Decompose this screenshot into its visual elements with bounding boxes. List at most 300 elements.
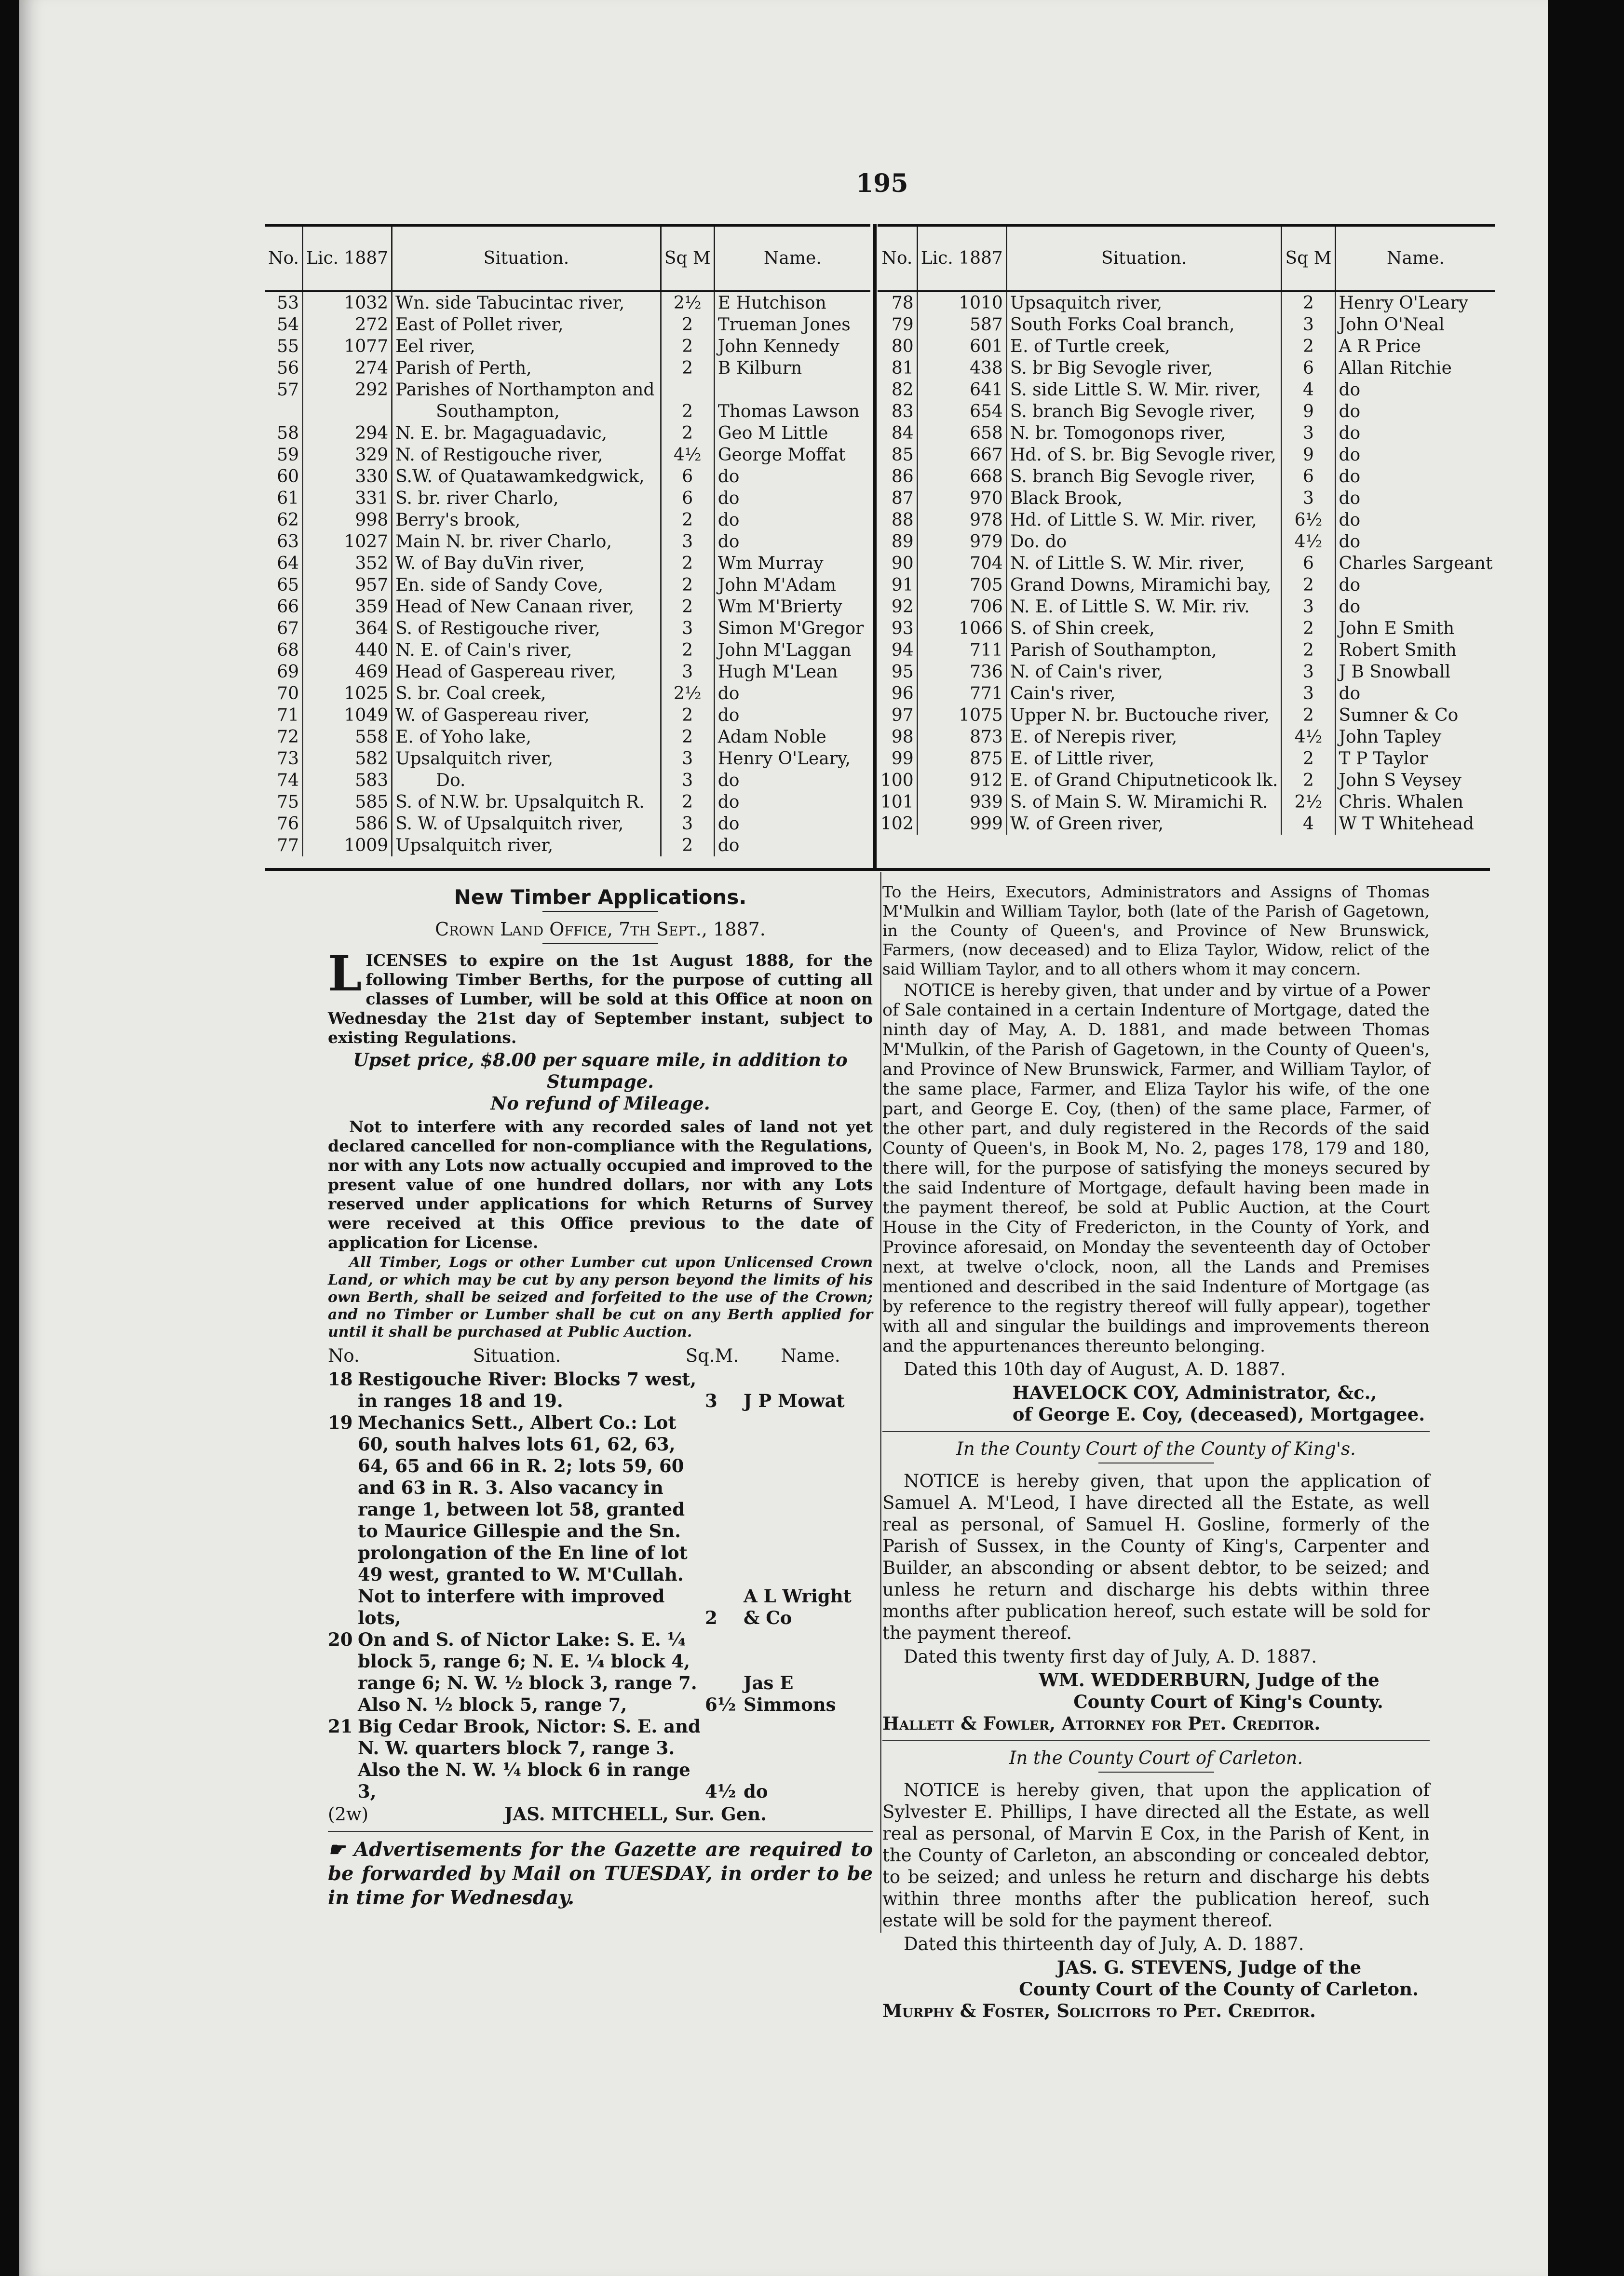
advert-notice: ☛ Advertisements for the Gazette are required to be forwarded by Mail on TUESDAY, in order to be in time for Wednesday. — [328, 1838, 873, 1909]
table-cell: Upper N. br. Buctouche river, — [1006, 704, 1282, 726]
table-cell: S.W. of Quatawamkedgwick, — [392, 466, 661, 488]
berth-row — [328, 1629, 873, 1716]
table-row — [265, 531, 870, 553]
table-cell: 60 — [277, 467, 299, 487]
table-cell: 70 — [277, 684, 299, 704]
table-cell: 438 — [917, 357, 1006, 379]
kings-signature-1: WM. WEDDERBURN, Judge of the — [1039, 1669, 1380, 1691]
table-cell: 771 — [917, 683, 1006, 704]
table-cell: do — [1335, 683, 1495, 704]
table-cell: 100 — [880, 771, 914, 790]
table-cell: 57 — [277, 380, 299, 400]
left-column — [328, 882, 873, 1912]
berth-no: 18 — [328, 1368, 353, 1390]
table-row — [878, 683, 1495, 704]
table-cell: Eel river, — [392, 336, 661, 357]
table-cell: 704 — [917, 553, 1006, 574]
table-cell: Simon M'Gregor — [714, 618, 870, 639]
table-cell: Cain's river, — [1006, 683, 1282, 704]
table-cell: S. of Main S. W. Miramichi R. — [1006, 791, 1282, 813]
table-cell: E. of Grand Chiputneticook lk. — [1006, 770, 1282, 791]
berth-col-name: Name. — [781, 1345, 840, 1366]
mortgage-address: To the Heirs, Executors, Administrators and Assigns of Thomas M'Mulkin and William Taylor, both (late of the Parish of Gagetown, in the County of Queen's, and Province of New Brunswick, Farmers, (now deceased) and to Eliza Taylor, Widow, relict of the said William Taylor, and to all others whom it may concern. — [882, 882, 1430, 978]
table-row — [265, 314, 870, 336]
table-cell: 957 — [303, 574, 392, 596]
table-row — [878, 618, 1495, 639]
table-cell: 90 — [891, 554, 914, 573]
table-cell: Sumner & Co — [1335, 704, 1495, 726]
table-row — [878, 444, 1495, 466]
table-cell: 912 — [917, 770, 1006, 791]
berth-name: Jas E Simmons — [744, 1672, 836, 1715]
table-cell: 3 — [661, 813, 714, 835]
rule — [882, 1431, 1430, 1432]
table-row — [878, 488, 1495, 509]
table-cell: Robert Smith — [1335, 639, 1495, 661]
table-cell: 272 — [303, 314, 392, 336]
table-cell: 583 — [303, 770, 392, 791]
table-row — [878, 401, 1495, 422]
col-situation: Situation. — [392, 226, 661, 292]
dropcap: L — [328, 945, 362, 1002]
surveyor-general-signature: JAS. MITCHELL, Sur. Gen. — [504, 1803, 767, 1825]
table-row — [265, 813, 870, 835]
table-cell: John S Veysey — [1335, 770, 1495, 791]
table-cell: Do. — [392, 770, 661, 791]
table-cell: 292 — [303, 379, 392, 401]
table-cell: do — [1335, 531, 1495, 553]
table-cell: John M'Laggan — [714, 639, 870, 661]
table-cell: 83 — [891, 402, 914, 421]
table-cell: 1025 — [303, 683, 392, 704]
table-row — [878, 531, 1495, 553]
table-cell: S. of N.W. br. Upsalquitch R. — [392, 791, 661, 813]
table-row — [265, 336, 870, 357]
table-cell: 93 — [891, 619, 914, 638]
carleton-notice: NOTICE is hereby given, that upon the application of Sylvester E. Phillips, I have directed all the Estate, as well real as personal, of Marvin E Cox, in the Parish of Kent, in the County of Carleton, an absconding or concealed debtor, to be seized; and unless he return and discharge his debts within three months after the publication hereof, such estate will be sold for the payment thereof. — [882, 1780, 1430, 1931]
table-cell: 69 — [277, 662, 299, 682]
table-cell: 999 — [917, 813, 1006, 835]
table-cell: 96 — [891, 684, 914, 704]
rule — [1098, 1772, 1214, 1773]
table-cell: 3 — [1282, 314, 1335, 336]
table-row — [265, 748, 870, 770]
table-cell: 2 — [661, 835, 714, 856]
table-cell: W. of Bay duVin river, — [392, 553, 661, 574]
berth-no: 20 — [328, 1629, 353, 1650]
table-cell: Upsaquitch river, — [1006, 291, 1282, 314]
table-row — [265, 791, 870, 813]
table-cell: 4½ — [661, 444, 714, 466]
table-cell: Head of Gaspereau river, — [392, 661, 661, 683]
table-cell: Parishes of Northampton and — [392, 379, 661, 401]
table-cell: 978 — [917, 509, 1006, 531]
upset-price: Upset price, $8.00 per square mile, in addition to Stumpage. — [353, 1049, 848, 1092]
table-cell: Henry O'Leary, — [714, 748, 870, 770]
table-cell: 66 — [277, 597, 299, 617]
table-row — [878, 596, 1495, 618]
table-cell — [265, 401, 303, 422]
table-cell: 77 — [277, 836, 299, 855]
col-sq: Sq M — [661, 226, 714, 292]
table-cell: 65 — [277, 575, 299, 595]
table-cell: 55 — [277, 337, 299, 356]
col-sq: Sq M — [1282, 226, 1335, 292]
table-cell: George Moffat — [714, 444, 870, 466]
berth-name: A L Wright & Co — [744, 1585, 852, 1628]
table-row — [878, 357, 1495, 379]
table-cell: S. of Restigouche river, — [392, 618, 661, 639]
table-cell: John E Smith — [1335, 618, 1495, 639]
table-divider — [873, 224, 877, 868]
table-row — [878, 379, 1495, 401]
table-cell: N. E. of Cain's river, — [392, 639, 661, 661]
table-cell — [303, 401, 392, 422]
table-cell: 6 — [1282, 357, 1335, 379]
table-cell: 67 — [277, 619, 299, 638]
table-cell: 3 — [1282, 683, 1335, 704]
table-cell: 2 — [661, 639, 714, 661]
table-cell: 4½ — [1282, 531, 1335, 553]
table-cell: 75 — [277, 792, 299, 812]
table-cell: 87 — [891, 488, 914, 508]
table-cell: N. br. Tomogonops river, — [1006, 422, 1282, 444]
table-row — [878, 466, 1495, 488]
table-cell: 875 — [917, 748, 1006, 770]
table-row — [878, 813, 1495, 835]
table-cell: S. br Big Sevogle river, — [1006, 357, 1282, 379]
berth-row — [328, 1716, 873, 1802]
table-cell: 364 — [303, 618, 392, 639]
table-cell: 352 — [303, 553, 392, 574]
table-bottom-rule — [265, 868, 1490, 871]
table-cell: 1075 — [917, 704, 1006, 726]
table-cell: 998 — [303, 509, 392, 531]
table-cell: 59 — [277, 445, 299, 465]
table-row — [265, 704, 870, 726]
table-cell: Parish of Perth, — [392, 357, 661, 379]
right-column — [882, 882, 1430, 2022]
table-cell: 56 — [277, 358, 299, 378]
table-row — [265, 488, 870, 509]
table-cell: 329 — [303, 444, 392, 466]
table-cell: 558 — [303, 726, 392, 748]
table-cell: 979 — [917, 531, 1006, 553]
table-cell: 102 — [880, 814, 914, 834]
table-cell: E. of Nerepis river, — [1006, 726, 1282, 748]
table-cell: do — [1335, 401, 1495, 422]
table-cell: 585 — [303, 791, 392, 813]
table-cell: 92 — [891, 597, 914, 617]
berth-sq: 4½ — [705, 1781, 736, 1802]
table-cell: 80 — [891, 337, 914, 356]
table-cell: 6 — [661, 488, 714, 509]
table-cell: W. of Gaspereau river, — [392, 704, 661, 726]
table-cell: 54 — [277, 315, 299, 335]
table-row — [265, 726, 870, 748]
berth-sq: 6½ — [705, 1694, 736, 1715]
table-cell: 2 — [1282, 574, 1335, 596]
table-cell: 939 — [917, 791, 1006, 813]
license-table-left — [265, 224, 870, 856]
table-row — [878, 553, 1495, 574]
table-cell: 71 — [277, 705, 299, 725]
table-cell: do — [714, 466, 870, 488]
mortgage-dated: Dated this 10th day of August, A. D. 1887. — [904, 1359, 1286, 1380]
table-cell: E. of Little river, — [1006, 748, 1282, 770]
berth-situation: Restigouche River: Blocks 7 west, in ranges 18 and 19. — [358, 1368, 697, 1411]
table-cell: 2½ — [661, 683, 714, 704]
table-cell: do — [714, 509, 870, 531]
table-cell: Main N. br. river Charlo, — [392, 531, 661, 553]
berth-col-sqm: Sq.M. — [685, 1345, 739, 1366]
table-row — [265, 444, 870, 466]
table-cell: 88 — [891, 510, 914, 530]
table-row — [265, 639, 870, 661]
table-row — [878, 314, 1495, 336]
kings-notice: NOTICE is hereby given, that upon the application of Samuel A. M'Leod, I have directed all the Estate, as well real as personal, of Samuel H. Gosline, formerly of the Parish of Sussex, in the County of King's, Carpenter and Builder, an absconding or absent debtor, to be seized; and unless he return and discharge his debts within three months after publication hereof, such estate will be sold for the payment thereof. — [882, 1471, 1430, 1643]
table-cell: S. side Little S. W. Mir. river, — [1006, 379, 1282, 401]
table-cell: 705 — [917, 574, 1006, 596]
table-cell: 3 — [1282, 422, 1335, 444]
table-cell: 2 — [661, 596, 714, 618]
berth-name: do — [744, 1781, 768, 1802]
table-cell: 3 — [1282, 488, 1335, 509]
table-cell: 84 — [891, 423, 914, 443]
table-row — [265, 835, 870, 856]
table-cell: 81 — [891, 358, 914, 378]
table-row — [265, 770, 870, 791]
table-cell: 2 — [1282, 639, 1335, 661]
table-cell: 1066 — [917, 618, 1006, 639]
col-situation: Situation. — [1006, 226, 1282, 292]
table-cell: Upsalquitch river, — [392, 835, 661, 856]
table-row — [265, 379, 870, 401]
table-cell: 440 — [303, 639, 392, 661]
table-cell: 68 — [277, 640, 299, 660]
rule — [882, 1740, 1430, 1741]
table-cell: 1032 — [303, 291, 392, 314]
table-cell: N. E. br. Magaguadavic, — [392, 422, 661, 444]
table-cell: N. of Little S. W. Mir. river, — [1006, 553, 1282, 574]
table-row — [265, 574, 870, 596]
table-row — [265, 683, 870, 704]
table-row — [878, 791, 1495, 813]
table-cell: 3 — [661, 661, 714, 683]
table-cell: Chris. Whalen — [1335, 791, 1495, 813]
col-lic: Lic. 1887 — [917, 226, 1006, 292]
table-cell: 1027 — [303, 531, 392, 553]
berth-row — [328, 1412, 873, 1629]
berth-situation: Big Cedar Brook, Nictor: S. E. and N. W. quarters block 7, range 3. Also the N. W. ¼ block 6 in range 3, — [358, 1716, 701, 1802]
table-cell: 2 — [661, 422, 714, 444]
table-cell: S. br. Coal creek, — [392, 683, 661, 704]
timber-intro: LICENSES to expire on the 1st August 1888, for the following Timber Berths, for the purpose of cutting all classes of Lumber, will be sold at this Office at noon on Wednesday the 21st day of September instant, subject to existing Regulations. — [328, 945, 873, 1047]
table-cell: 4½ — [1282, 726, 1335, 748]
mortgage-signature-1: HAVELOCK COY, Administrator, &c., — [1012, 1382, 1377, 1403]
table-row — [878, 748, 1495, 770]
table-cell: E Hutchison — [714, 291, 870, 314]
rule — [328, 1831, 873, 1832]
table-row — [265, 401, 870, 422]
berth-table-header — [328, 1345, 873, 1367]
table-cell: 9 — [1282, 401, 1335, 422]
table-cell: 62 — [277, 510, 299, 530]
table-cell: Charles Sargeant — [1335, 553, 1495, 574]
table-cell: John O'Neal — [1335, 314, 1495, 336]
table-cell: 6 — [661, 466, 714, 488]
table-cell: do — [1335, 488, 1495, 509]
table-cell: Hugh M'Lean — [714, 661, 870, 683]
pointing-hand-icon: ☛ — [328, 1838, 345, 1861]
table-cell: N. of Restigouche river, — [392, 444, 661, 466]
table-cell: 711 — [917, 639, 1006, 661]
timber-sign-row — [328, 1803, 873, 1825]
carleton-dated: Dated this thirteenth day of July, A. D. 1887. — [904, 1934, 1304, 1954]
table-cell: 82 — [891, 380, 914, 400]
table-row — [265, 618, 870, 639]
table-cell: do — [1335, 509, 1495, 531]
table-cell: 294 — [303, 422, 392, 444]
table-cell: Berry's brook, — [392, 509, 661, 531]
table-cell: 3 — [1282, 596, 1335, 618]
table-cell: Wm M'Brierty — [714, 596, 870, 618]
table-cell: Hd. of S. br. Big Sevogle river, — [1006, 444, 1282, 466]
table-cell: Hd. of Little S. W. Mir. river, — [1006, 509, 1282, 531]
table-row — [878, 574, 1495, 596]
interfere-notice: Not to interfere with any recorded sales of land not yet declared cancelled for non-compliance with the Regulations, nor with any Lots now actually occupied and improved to the present value of one hundred dollars, nor with any Lots reserved under applications for which Returns of Survey were received at this Office previous to the date of application for License. — [328, 1117, 873, 1252]
table-cell: 2 — [661, 553, 714, 574]
table-cell: 706 — [917, 596, 1006, 618]
carleton-solicitors: Murphy & Foster, Solicitors to Pet. Creditor. — [882, 2000, 1316, 2021]
table-cell: do — [1335, 596, 1495, 618]
table-cell: 2 — [661, 314, 714, 336]
table-cell: S. W. of Upsalquitch river, — [392, 813, 661, 835]
table-row — [878, 422, 1495, 444]
table-cell: 469 — [303, 661, 392, 683]
table-cell: do — [714, 770, 870, 791]
table-cell: Thomas Lawson — [714, 401, 870, 422]
table-row — [265, 291, 870, 314]
table-cell: A R Price — [1335, 336, 1495, 357]
berth-col-no: No. — [328, 1345, 360, 1366]
table-cell: 658 — [917, 422, 1006, 444]
table-row — [878, 770, 1495, 791]
table-cell: 654 — [917, 401, 1006, 422]
table-cell: 2½ — [661, 291, 714, 314]
table-cell: 1049 — [303, 704, 392, 726]
berth-name: J P Mowat — [744, 1390, 845, 1411]
rule — [542, 943, 658, 944]
table-cell: 74 — [277, 771, 299, 790]
insertion-tag: (2w) — [328, 1804, 369, 1825]
table-cell: 85 — [891, 445, 914, 465]
berth-sq: 2 — [705, 1607, 717, 1628]
no-refund: No refund of Mileage. — [490, 1093, 710, 1114]
table-cell: S. of Shin creek, — [1006, 618, 1282, 639]
kings-signature-2: County Court of King's County. — [1073, 1691, 1383, 1712]
carleton-signature-1: JAS. G. STEVENS, Judge of the — [1056, 1957, 1362, 1978]
table-cell: 97 — [891, 705, 914, 725]
table-row — [878, 336, 1495, 357]
rule — [542, 911, 658, 912]
table-cell: 2 — [661, 357, 714, 379]
table-cell: 89 — [891, 532, 914, 552]
table-cell: 2 — [661, 791, 714, 813]
table-cell: do — [714, 813, 870, 835]
col-name: Name. — [1335, 226, 1495, 292]
table-row — [265, 466, 870, 488]
table-cell: 3 — [661, 770, 714, 791]
table-cell: 2 — [661, 509, 714, 531]
table-cell: Henry O'Leary — [1335, 291, 1495, 314]
table-cell: Adam Noble — [714, 726, 870, 748]
table-cell: 331 — [303, 488, 392, 509]
table-cell: 668 — [917, 466, 1006, 488]
table-cell: 72 — [277, 727, 299, 747]
carleton-signature-2: County Court of the County of Carleton. — [1019, 1978, 1419, 2000]
table-cell: Black Brook, — [1006, 488, 1282, 509]
table-cell: 76 — [277, 814, 299, 834]
table-row — [265, 509, 870, 531]
table-cell: 2 — [661, 401, 714, 422]
table-cell: 6½ — [1282, 509, 1335, 531]
col-name: Name. — [714, 226, 870, 292]
table-cell: Southampton, — [392, 401, 661, 422]
table-cell: do — [1335, 574, 1495, 596]
table-row — [265, 661, 870, 683]
table-cell: do — [1335, 422, 1495, 444]
table-cell: 79 — [891, 315, 914, 335]
table-cell: East of Pollet river, — [392, 314, 661, 336]
table-cell: do — [714, 683, 870, 704]
table-cell: W T Whitehead — [1335, 813, 1495, 835]
table-row — [878, 291, 1495, 314]
table-cell: N. E. of Little S. W. Mir. riv. — [1006, 596, 1282, 618]
table-cell: 2 — [661, 726, 714, 748]
table-cell: 78 — [891, 293, 914, 313]
table-cell: 2½ — [1282, 791, 1335, 813]
table-cell: 1077 — [303, 336, 392, 357]
berth-no: 19 — [328, 1412, 353, 1433]
table-row — [878, 704, 1495, 726]
table-cell: 582 — [303, 748, 392, 770]
table-cell: W. of Green river, — [1006, 813, 1282, 835]
table-cell: 64 — [277, 554, 299, 573]
timber-heading: New Timber Applications. — [454, 885, 747, 909]
table-cell: 73 — [277, 749, 299, 769]
berth-list — [328, 1368, 873, 1802]
table-cell: 2 — [1282, 291, 1335, 314]
page-number: 195 — [856, 169, 908, 198]
table-cell: 2 — [1282, 336, 1335, 357]
mortgage-signature-2: of George E. Coy, (deceased), Mortgagee. — [1012, 1404, 1425, 1425]
table-cell: 101 — [880, 792, 914, 812]
table-cell — [714, 379, 870, 401]
table-cell: 98 — [891, 727, 914, 747]
table-cell: B Kilburn — [714, 357, 870, 379]
table-cell: S. branch Big Sevogle river, — [1006, 401, 1282, 422]
table-cell: 1010 — [917, 291, 1006, 314]
table-cell: 4 — [1282, 813, 1335, 835]
col-lic: Lic. 1887 — [303, 226, 392, 292]
table-cell: 1009 — [303, 835, 392, 856]
carleton-heading: In the County Court of Carleton. — [1009, 1748, 1303, 1768]
table-cell: do — [714, 488, 870, 509]
table-cell: do — [1335, 444, 1495, 466]
table-cell: Geo M Little — [714, 422, 870, 444]
berth-situation: Mechanics Sett., Albert Co.: Lot 60, south halves lots 61, 62, 63, 64, 65 and 66 in R. 2; lots 59, 60 and 63 in R. 3. Also vacancy in range 1, between lot 58, granted to Maurice Gillespie and the Sn. prolongation of the En line of lot 49 west, granted to W. M'Cullah. Not to interfere with improved lots, — [358, 1412, 688, 1628]
